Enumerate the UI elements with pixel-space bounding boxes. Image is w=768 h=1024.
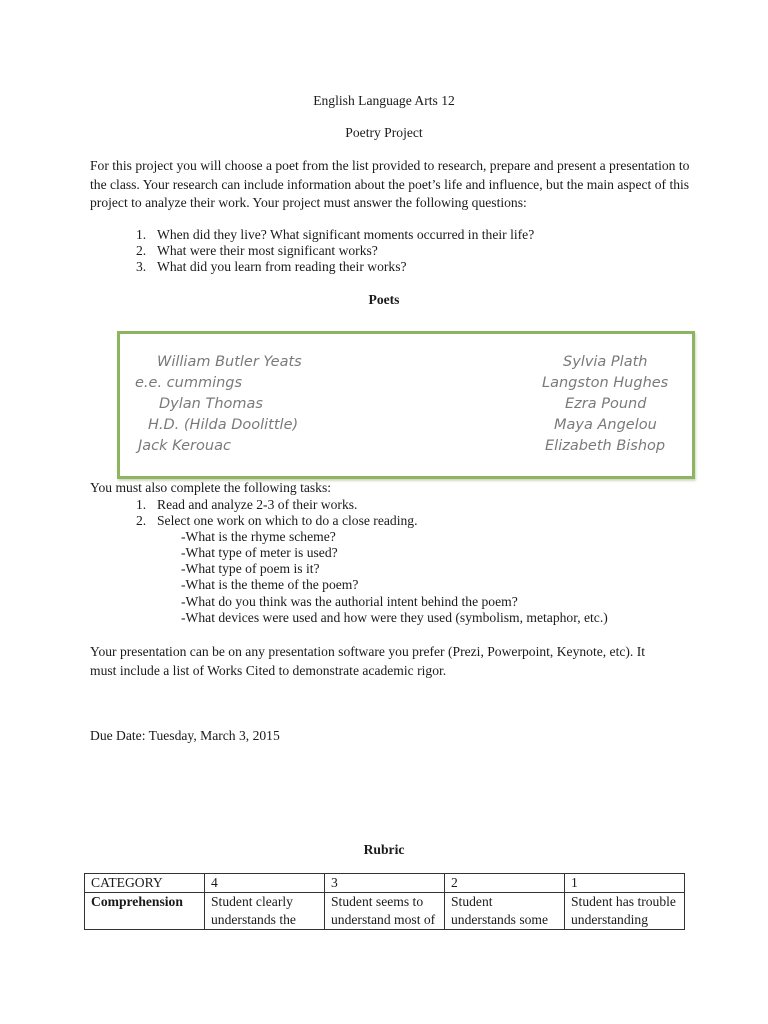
question-item [136, 227, 534, 243]
task-text: Read and analyze 2-3 of their works. [157, 497, 358, 512]
task-item [136, 513, 417, 529]
table-header-cell: 4 [205, 874, 325, 893]
table-cell: Student understands some [445, 893, 565, 930]
presentation-paragraph: Your presentation can be on any presentation software you prefer (Prezi, Powerpoint, Keynote, etc). It must include a list of Works Cited to demonstrate academic rigor. [90, 644, 646, 678]
question-number: 1. [136, 227, 147, 242]
close-reading-question: -What type of poem is it? [181, 561, 320, 576]
poet-name: William Butler Yeats [157, 354, 302, 370]
task-number: 1. [136, 497, 147, 512]
table-header-cell: 3 [325, 874, 445, 893]
poet-name: Langston Hughes [542, 375, 669, 391]
table-cell: Student clearly understands the [205, 893, 325, 930]
table-row [85, 893, 685, 930]
question-item [136, 259, 407, 275]
poet-name: Maya Angelou [554, 417, 657, 433]
table-cell: Student seems to understand most of [325, 893, 445, 930]
close-reading-question: -What type of meter is used? [181, 545, 338, 560]
due-date: Due Date: Tuesday, March 3, 2015 [90, 728, 280, 743]
close-reading-question: -What do you think was the authorial intent behind the poem? [181, 594, 518, 609]
table-cell: Student has trouble understanding [565, 893, 685, 930]
question-item [136, 243, 378, 259]
poet-name: Sylvia Plath [563, 354, 648, 370]
question-text: What were their most significant works? [157, 243, 378, 258]
question-number: 3. [136, 259, 147, 274]
table-header-cell: 2 [445, 874, 565, 893]
poet-name: H.D. (Hilda Doolittle) [148, 417, 299, 433]
course-title: English Language Arts 12 [313, 93, 455, 108]
close-reading-question: -What is the theme of the poem? [181, 577, 359, 592]
task-number: 2. [136, 513, 147, 528]
poet-name: Jack Kerouac [138, 438, 231, 454]
rubric-heading: Rubric [363, 842, 405, 857]
question-text: What did you learn from reading their works? [157, 259, 407, 274]
poets-heading: Poets [368, 292, 400, 307]
intro-paragraph: For this project you will choose a poet from the list provided to research, prepare and present a presentation to the class. Your research can include information about the poet’s life and influence, but the main aspect of this project to analyze their work. Your project must answer the following questions: [90, 158, 690, 210]
table-header-cell: CATEGORY [85, 874, 205, 893]
table-header-cell: 1 [565, 874, 685, 893]
question-number: 2. [136, 243, 147, 258]
poet-name: Elizabeth Bishop [545, 438, 666, 454]
poet-name: Dylan Thomas [159, 396, 263, 412]
question-text: When did they live? What significant moments occurred in their life? [157, 227, 535, 242]
tasks-intro: You must also complete the following tasks: [90, 480, 332, 495]
poets-box [117, 331, 695, 479]
task-text: Select one work on which to do a close reading. [157, 513, 418, 528]
task-item [136, 497, 357, 513]
project-title: Poetry Project [345, 125, 423, 140]
poet-name: e.e. cummings [135, 375, 243, 391]
poet-name: Ezra Pound [565, 396, 647, 412]
close-reading-question: -What devices were used and how were they used (symbolism, metaphor, etc.) [181, 610, 608, 625]
close-reading-question: -What is the rhyme scheme? [181, 529, 336, 544]
rubric-table [84, 873, 685, 930]
table-header-row [85, 874, 685, 893]
table-cell: Comprehension [85, 893, 205, 930]
